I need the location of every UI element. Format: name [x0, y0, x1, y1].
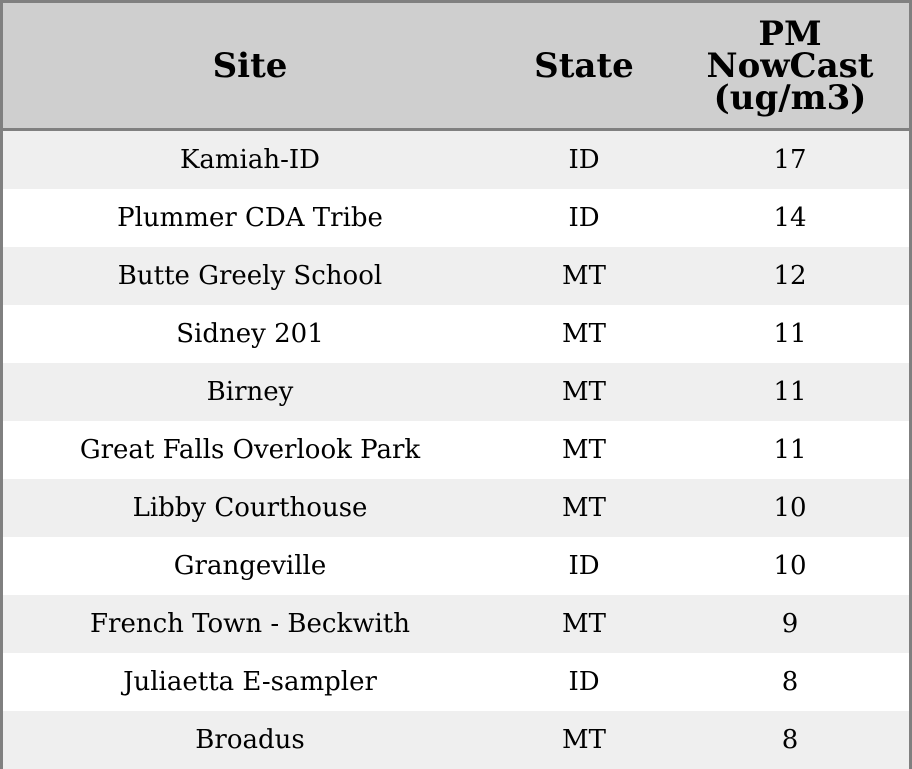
cell-state: ID	[497, 189, 671, 247]
cell-site: Kamiah-ID	[3, 130, 497, 190]
column-header-state: State	[497, 3, 671, 130]
table-row	[3, 479, 909, 537]
cell-pm-nowcast: 11	[671, 421, 909, 479]
column-header-pm-line-2: NowCast	[706, 45, 874, 86]
cell-site: Butte Greely School	[3, 247, 497, 305]
table-row	[3, 595, 909, 653]
cell-pm-nowcast: 10	[671, 537, 909, 595]
table-row	[3, 711, 909, 769]
cell-site: Grangeville	[3, 537, 497, 595]
cell-pm-nowcast: 11	[671, 363, 909, 421]
pm-nowcast-table	[3, 3, 909, 769]
cell-pm-nowcast: 14	[671, 189, 909, 247]
table-row	[3, 189, 909, 247]
column-header-pm-line-3: (ug/m3)	[713, 77, 867, 118]
cell-pm-nowcast: 8	[671, 653, 909, 711]
table-row	[3, 363, 909, 421]
cell-state: MT	[497, 305, 671, 363]
table-row	[3, 305, 909, 363]
cell-state: MT	[497, 247, 671, 305]
column-header-site: Site	[3, 3, 497, 130]
cell-pm-nowcast: 8	[671, 711, 909, 769]
column-header-pm-line-1: PM	[758, 13, 822, 54]
cell-pm-nowcast: 11	[671, 305, 909, 363]
table-header	[3, 3, 909, 130]
cell-site: Birney	[3, 363, 497, 421]
cell-state: MT	[497, 595, 671, 653]
cell-pm-nowcast: 12	[671, 247, 909, 305]
header-row	[3, 3, 909, 130]
cell-site: Broadus	[3, 711, 497, 769]
cell-site: Sidney 201	[3, 305, 497, 363]
cell-pm-nowcast: 9	[671, 595, 909, 653]
cell-site: Juliaetta E-sampler	[3, 653, 497, 711]
cell-site: Plummer CDA Tribe	[3, 189, 497, 247]
table-row	[3, 537, 909, 595]
cell-state: MT	[497, 479, 671, 537]
cell-site: Libby Courthouse	[3, 479, 497, 537]
cell-state: MT	[497, 363, 671, 421]
cell-pm-nowcast: 17	[671, 130, 909, 190]
column-header-pm-nowcast	[671, 3, 909, 130]
cell-state: MT	[497, 421, 671, 479]
cell-state: ID	[497, 653, 671, 711]
cell-state: ID	[497, 130, 671, 190]
table-body	[3, 130, 909, 769]
cell-pm-nowcast: 10	[671, 479, 909, 537]
table-row	[3, 130, 909, 190]
cell-site: Great Falls Overlook Park	[3, 421, 497, 479]
cell-state: ID	[497, 537, 671, 595]
cell-state: MT	[497, 711, 671, 769]
cell-site: French Town - Beckwith	[3, 595, 497, 653]
table-row	[3, 653, 909, 711]
table-row	[3, 247, 909, 305]
table-row	[3, 421, 909, 479]
